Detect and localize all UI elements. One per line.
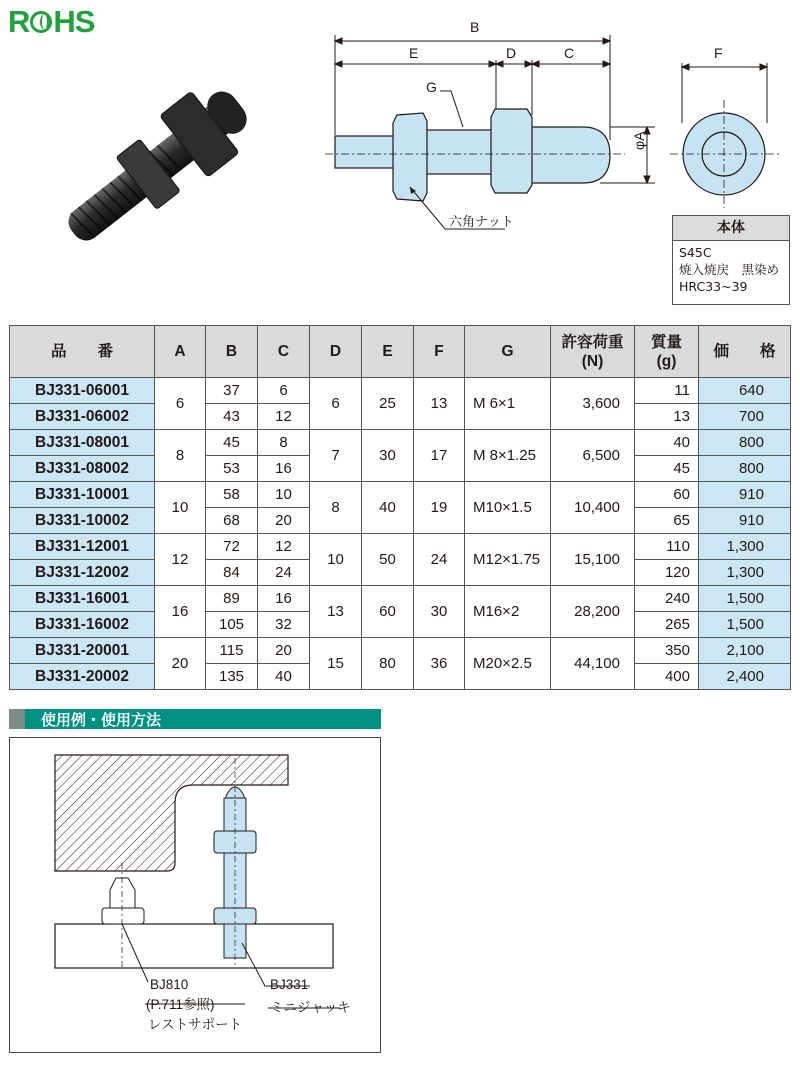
cell-price: 700 — [699, 404, 791, 430]
material-line: HRC33~39 — [679, 279, 748, 294]
cell-price: 910 — [699, 508, 791, 534]
cell-b: 84 — [206, 560, 258, 586]
cell-d: 10 — [310, 534, 362, 586]
cell-c: 40 — [258, 664, 310, 690]
cell-a: 20 — [155, 638, 206, 690]
cell-b: 135 — [206, 664, 258, 690]
cell-c: 6 — [258, 378, 310, 404]
cell-b: 72 — [206, 534, 258, 560]
cell-e: 25 — [362, 378, 414, 430]
cell-c: 20 — [258, 638, 310, 664]
hex-nut-label: 六角ナット — [449, 214, 514, 229]
header-mass-line1: 質量 — [650, 333, 682, 351]
cell-a: 16 — [155, 586, 206, 638]
cell-price: 910 — [699, 482, 791, 508]
part-number-cell: BJ331-16002 — [10, 612, 155, 638]
table-row — [10, 638, 791, 664]
cell-d: 8 — [310, 482, 362, 534]
material-box — [672, 215, 790, 305]
header-d: D — [310, 326, 362, 378]
part-number-cell: BJ331-10002 — [10, 508, 155, 534]
cell-c: 16 — [258, 456, 310, 482]
part-number-cell: BJ331-06002 — [10, 404, 155, 430]
cell-e: 30 — [362, 430, 414, 482]
part-number-cell: BJ331-16001 — [10, 586, 155, 612]
cell-e: 40 — [362, 482, 414, 534]
rohs-logo-hs: HS — [53, 4, 95, 39]
cell-load: 10,400 — [551, 482, 635, 534]
part-number-cell: BJ331-10001 — [10, 482, 155, 508]
cell-price: 1,500 — [699, 586, 791, 612]
cell-load: 28,200 — [551, 586, 635, 638]
header-b: B — [206, 326, 258, 378]
dim-g-label: G — [426, 79, 437, 95]
cell-b: 58 — [206, 482, 258, 508]
part-number-cell: BJ331-12002 — [10, 560, 155, 586]
bj810-label: BJ810 — [150, 977, 189, 992]
dim-b-label: B — [470, 19, 480, 35]
cell-f: 13 — [414, 378, 465, 430]
product-photo — [40, 70, 280, 260]
spec-table — [9, 325, 791, 690]
cell-c: 32 — [258, 612, 310, 638]
header-price: 価 格 — [699, 326, 791, 378]
cell-price: 2,100 — [699, 638, 791, 664]
rohs-logo-r: R — [8, 4, 30, 39]
cell-price: 1,500 — [699, 612, 791, 638]
cell-mass: 240 — [635, 586, 699, 612]
part-number-cell: BJ331-20002 — [10, 664, 155, 690]
cell-c: 12 — [258, 404, 310, 430]
cell-e: 60 — [362, 586, 414, 638]
cell-b: 115 — [206, 638, 258, 664]
header-mass — [635, 326, 699, 378]
table-row — [10, 430, 791, 456]
cell-f: 24 — [414, 534, 465, 586]
rest-support-label: レストサポート — [148, 1017, 243, 1032]
cell-e: 80 — [362, 638, 414, 690]
cell-mass: 65 — [635, 508, 699, 534]
cell-f: 19 — [414, 482, 465, 534]
usage-title: 使用例・使用方法 — [41, 710, 162, 729]
cell-price: 800 — [699, 456, 791, 482]
header-a: A — [155, 326, 206, 378]
material-line: S45C — [679, 245, 712, 260]
cell-f: 36 — [414, 638, 465, 690]
cell-g: M16×2 — [465, 586, 551, 638]
cell-c: 24 — [258, 560, 310, 586]
cell-f: 17 — [414, 430, 465, 482]
cell-load: 44,100 — [551, 638, 635, 690]
table-row — [10, 482, 791, 508]
cell-a: 6 — [155, 378, 206, 430]
cell-d: 6 — [310, 378, 362, 430]
dim-c-label: C — [564, 45, 575, 61]
cell-g: M20×2.5 — [465, 638, 551, 690]
part-number-cell: BJ331-12001 — [10, 534, 155, 560]
cell-mass: 45 — [635, 456, 699, 482]
header-f: F — [414, 326, 465, 378]
cell-g: M 6×1 — [465, 378, 551, 430]
base-plate — [55, 924, 333, 968]
cell-c: 16 — [258, 586, 310, 612]
dimension-drawing — [325, 15, 800, 235]
cell-load: 15,100 — [551, 534, 635, 586]
dim-f-label: F — [714, 45, 723, 61]
rohs-logo — [8, 4, 94, 40]
table-row — [10, 534, 791, 560]
cell-c: 12 — [258, 534, 310, 560]
cell-mass: 60 — [635, 482, 699, 508]
cell-price: 640 — [699, 378, 791, 404]
cell-c: 20 — [258, 508, 310, 534]
cell-b: 37 — [206, 378, 258, 404]
cell-g: M10×1.5 — [465, 482, 551, 534]
section-marker — [9, 709, 25, 729]
cell-load: 6,500 — [551, 430, 635, 482]
table-header-row — [10, 326, 791, 378]
workpiece — [55, 755, 288, 871]
part-number-cell: BJ331-08002 — [10, 456, 155, 482]
cell-mass: 265 — [635, 612, 699, 638]
cell-d: 15 — [310, 638, 362, 690]
header-part: 品 番 — [10, 326, 155, 378]
part-number-cell: BJ331-08001 — [10, 430, 155, 456]
cell-d: 7 — [310, 430, 362, 482]
mini-jack-body — [224, 798, 246, 958]
cell-g: M 8×1.25 — [465, 430, 551, 482]
cell-c: 10 — [258, 482, 310, 508]
bj810-page-ref: (P.711参照) — [146, 997, 215, 1012]
usage-section-header — [9, 709, 381, 729]
cell-b: 53 — [206, 456, 258, 482]
header-g: G — [465, 326, 551, 378]
bj331-label: BJ331 — [270, 977, 309, 992]
globe-icon — [30, 11, 52, 33]
header-e: E — [362, 326, 414, 378]
header-load-line1: 許容荷重 — [561, 333, 624, 351]
part-number-cell: BJ331-06001 — [10, 378, 155, 404]
material-line: 焼入焼戻 黒染め — [679, 262, 780, 277]
cell-b: 45 — [206, 430, 258, 456]
dim-e-label: E — [409, 45, 419, 61]
table-row — [10, 378, 791, 404]
material-header: 本体 — [673, 216, 789, 241]
header-c: C — [258, 326, 310, 378]
cell-mass: 350 — [635, 638, 699, 664]
cell-price: 1,300 — [699, 534, 791, 560]
cell-b: 89 — [206, 586, 258, 612]
table-row — [10, 586, 791, 612]
cell-load: 3,600 — [551, 378, 635, 430]
cell-b: 105 — [206, 612, 258, 638]
cell-a: 10 — [155, 482, 206, 534]
cell-a: 8 — [155, 430, 206, 482]
header-mass-line2: (g) — [656, 352, 677, 370]
cell-a: 12 — [155, 534, 206, 586]
dim-d-label: D — [506, 45, 517, 61]
cell-mass: 13 — [635, 404, 699, 430]
part-number-cell: BJ331-20001 — [10, 638, 155, 664]
header-load-line2: (N) — [581, 352, 604, 370]
cell-c: 8 — [258, 430, 310, 456]
dim-phia-label: φA — [631, 131, 647, 150]
cell-mass: 120 — [635, 560, 699, 586]
cell-mass: 400 — [635, 664, 699, 690]
cell-e: 50 — [362, 534, 414, 586]
cell-price: 800 — [699, 430, 791, 456]
cell-mass: 110 — [635, 534, 699, 560]
cell-mass: 11 — [635, 378, 699, 404]
cell-b: 68 — [206, 508, 258, 534]
cell-price: 2,400 — [699, 664, 791, 690]
cell-b: 43 — [206, 404, 258, 430]
cell-g: M12×1.75 — [465, 534, 551, 586]
mini-jack-label: ミニジャッキ — [270, 1000, 351, 1015]
cell-mass: 40 — [635, 430, 699, 456]
cell-f: 30 — [414, 586, 465, 638]
rest-support-nut — [102, 908, 144, 924]
cell-price: 1,300 — [699, 560, 791, 586]
header-load — [551, 326, 635, 378]
cell-d: 13 — [310, 586, 362, 638]
